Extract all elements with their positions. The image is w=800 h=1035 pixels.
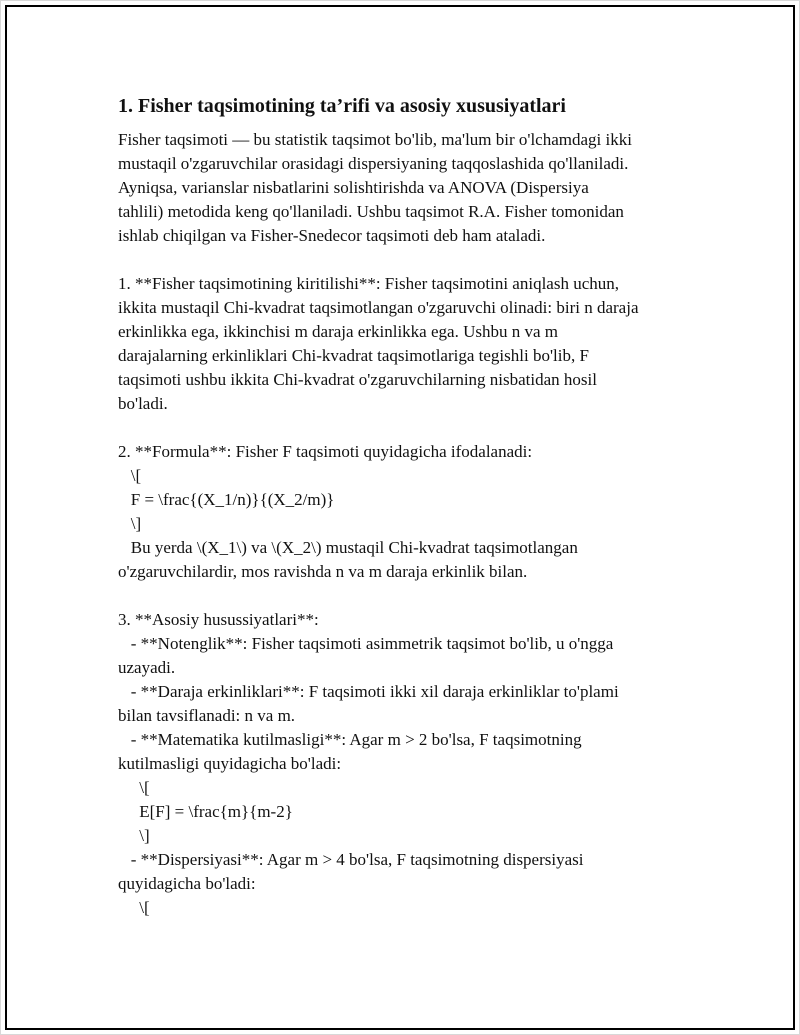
text-line: o'zgaruvchilardir, mos ravishda n va m daraja erkinlik bilan. [118, 562, 528, 581]
blank-line [118, 584, 698, 608]
text-line: \] [118, 514, 142, 533]
text-line: Bu yerda \(X_1\) va \(X_2\) mustaqil Chi-kvadrat taqsimotlangan [118, 538, 578, 557]
text-line: ikkita mustaqil Chi-kvadrat taqsimotlangan o'zgaruvchi olinadi: biri n daraja [118, 298, 639, 317]
text-line: \[ [118, 466, 142, 485]
text-line: bo'ladi. [118, 394, 168, 413]
text-line: - **Dispersiyasi**: Agar m > 4 bo'lsa, F taqsimotning dispersiyasi [118, 850, 584, 869]
text-line: erkinlikka ega, ikkinchisi m daraja erkinlikka ega. Ushbu n va m [118, 322, 558, 341]
text-line: 3. **Asosiy husussiyatlari**: [118, 610, 319, 629]
text-line: ishlab chiqilgan va Fisher-Snedecor taqsimoti deb ham ataladi. [118, 226, 546, 245]
text-line: kutilmasligi quyidagicha bo'ladi: [118, 754, 342, 773]
text-line: quyidagicha bo'ladi: [118, 874, 256, 893]
blank-line [118, 416, 698, 440]
text-line: 1. **Fisher taqsimotining kiritilishi**: Fisher taqsimotini aniqlash uchun, [118, 274, 620, 293]
text-line: - **Daraja erkinliklari**: F taqsimoti ikki xil daraja erkinliklar to'plami [118, 682, 619, 701]
text-line: Ayniqsa, varianslar nisbatlarini solishtirishda va ANOVA (Dispersiya [118, 178, 589, 197]
text-line: uzayadi. [118, 658, 176, 677]
text-line: - **Notenglik**: Fisher taqsimoti asimmetrik taqsimot bo'lib, u o'ngga [118, 634, 614, 653]
text-line: bilan tavsiflanadi: n va m. [118, 706, 296, 725]
text-line: mustaqil o'zgaruvchilar orasidagi dispersiyaning taqqoslashida qo'llaniladi. [118, 154, 629, 173]
text-line: E[F] = \frac{m}{m-2} [118, 802, 293, 821]
text-line: \[ [118, 898, 150, 917]
document-text [118, 128, 698, 920]
text-line: 2. **Formula**: Fisher F taqsimoti quyidagicha ifodalanadi: [118, 442, 533, 461]
text-line: Fisher taqsimoti — bu statistik taqsimot bo'lib, ma'lum bir o'lchamdagi ikki [118, 130, 632, 149]
text-line: - **Matematika kutilmasligi**: Agar m > 2 bo'lsa, F taqsimotning [118, 730, 582, 749]
text-line: tahlili) metodida keng qo'llaniladi. Ushbu taqsimot R.A. Fisher tomonidan [118, 202, 624, 221]
text-line: taqsimoti ushbu ikkita Chi-kvadrat o'zgaruvchilarning nisbatidan hosil [118, 370, 597, 389]
document-body [118, 92, 698, 920]
document-title: 1. Fisher taqsimotining ta’rifi va asosiy xususiyatlari [118, 95, 566, 117]
text-line: \[ [118, 778, 150, 797]
text-line: \] [118, 826, 150, 845]
text-line: darajalarning erkinliklari Chi-kvadrat taqsimotlariga tegishli bo'lib, F [118, 346, 589, 365]
blank-line [118, 248, 698, 272]
text-line: F = \frac{(X_1/n)}{(X_2/m)} [118, 490, 335, 509]
